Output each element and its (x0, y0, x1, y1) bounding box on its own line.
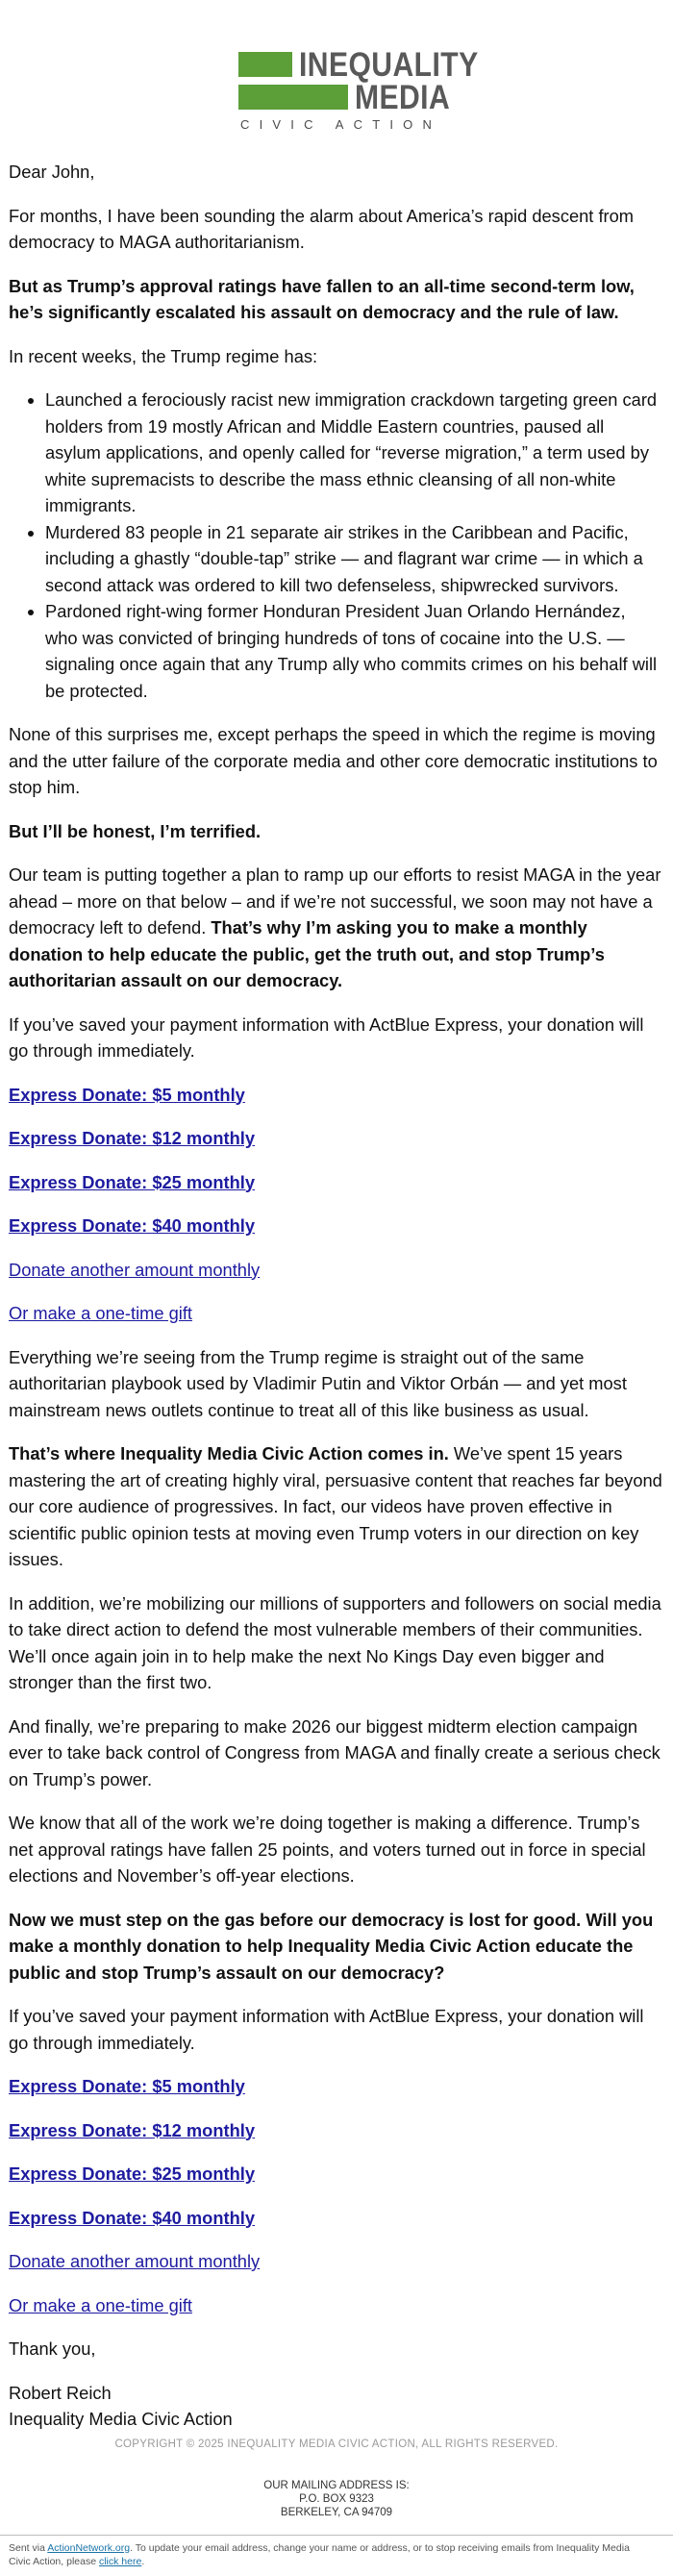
express-donate-12-link[interactable]: Express Donate: $12 monthly (9, 1128, 256, 1148)
signature-name: Robert Reich (9, 2382, 112, 2403)
express-donate-40-link-2[interactable]: Express Donate: $40 monthly (9, 2207, 256, 2228)
team-plan-text: Our team is putting together a plan to ramp up our efforts to resist MAGA in the year ahead – more on that below – and if we’re not successful, we soon may not have a democracy left to defend. (9, 864, 661, 938)
actblue-note-2: If you’ve saved your payment information with ActBlue Express, your donation will go through immediately. (9, 2006, 644, 2053)
email-body (9, 159, 662, 2433)
action-network-link[interactable]: ActionNetwork.org (47, 2542, 131, 2554)
express-donate-5-link[interactable]: Express Donate: $5 monthly (9, 1084, 245, 1105)
regime-actions-list (9, 387, 662, 704)
thank-you: Thank you, (9, 2338, 96, 2359)
none-surprises-paragraph: None of this surprises me, except perhaps the speed in which the regime is moving and the utter failure of the corporate media and other core democratic institutions to stop him. (9, 724, 658, 797)
intro-paragraph: For months, I have been sounding the alarm about America’s rapid descent from democracy to MAGA authoritarianism. (9, 205, 635, 252)
where-we-come-in-paragraph (9, 1440, 662, 1573)
approval-paragraph: But as Trump’s approval ratings have fallen to an all-time second-term low, he’s significantly escalated his assault on democracy and the rule of law. (9, 275, 635, 322)
update-email-text: . To update your email address, change your name or address, or to stop receiving emails from Inequality Media Civic Action, please (9, 2542, 630, 2567)
playbook-paragraph: Everything we’re seeing from the Trump regime is straight out of the same authoritarian playbook used by Vladimir Putin and Viktor Orbán — and yet most mainstream news outlets continue to treat all of this like business as usual. (9, 1346, 627, 1420)
signature (9, 2380, 662, 2433)
express-donate-12-link-2[interactable]: Express Donate: $12 monthly (9, 2119, 256, 2140)
greeting: Dear John, (9, 162, 95, 182)
logo-subtitle: CIVIC ACTION (240, 117, 442, 132)
list-item: • Murdered 83 people in 21 separate air strikes in the Caribbean and Pacific, including a ghastly “double-tap” strike — and flagrant war crime — in which a second attack was ordered to kill two defenseless, shipwrecked survivors. (45, 519, 662, 599)
click-here-link[interactable]: click here (98, 2556, 142, 2567)
express-donate-25-link[interactable]: Express Donate: $25 monthly (9, 1171, 256, 1192)
footer-copyright: COPYRIGHT © 2025 INEQUALITY MEDIA CIVIC ACTION, ALL RIGHTS RESERVED. (114, 2438, 559, 2450)
difference-paragraph: We know that all of the work we’re doing together is making a difference. Trump’s net approval ratings have fallen 25 points, and voters turned out in force in special elections and November’s off-year elections. (9, 1813, 646, 1886)
footer-divider (0, 2535, 673, 2536)
where-we-come-in-lead: That’s where Inequality Media Civic Action comes in. (9, 1443, 449, 1463)
donate-another-amount-link[interactable]: Donate another amount monthly (9, 1259, 261, 1280)
logo-bar-bottom (238, 85, 348, 110)
express-donate-25-link-2[interactable]: Express Donate: $25 monthly (9, 2163, 256, 2184)
mailing-label: OUR MAILING ADDRESS IS: (263, 2480, 410, 2491)
one-time-gift-link[interactable]: Or make a one-time gift (9, 1303, 193, 1323)
sent-via-text: Sent via (9, 2542, 48, 2554)
note-end: . (141, 2556, 145, 2567)
express-donate-5-link-2[interactable]: Express Donate: $5 monthly (9, 2076, 245, 2096)
logo-bar-top (238, 52, 292, 77)
actblue-note: If you’ve saved your payment information with ActBlue Express, your donation will go through immediately. (9, 1013, 644, 1061)
recent-weeks-paragraph: In recent weeks, the Trump regime has: (9, 345, 318, 366)
mailing-po-box: P.O. BOX 9323 (299, 2493, 374, 2505)
one-time-gift-link-2[interactable]: Or make a one-time gift (9, 2294, 193, 2315)
team-plan-ask: That’s why I’m asking you to make a monthly donation to help educate the public, get the truth out, and stop Trump’s authoritarian assault on our democracy. (9, 917, 605, 990)
footer-mailing-address (0, 2479, 673, 2519)
terrified-paragraph: But I’ll be honest, I’m terrified. (9, 820, 262, 841)
where-we-come-in-text: We’ve spent 15 years mastering the art of creating highly viral, persuasive content that reaches far beyond our core audience of progressives. In fact, our videos have proven effective in scientific public opinion tests at moving even Trump voters in our direction on key issues. (9, 1443, 662, 1569)
express-donate-40-link[interactable]: Express Donate: $40 monthly (9, 1215, 256, 1236)
team-plan-paragraph (9, 862, 662, 994)
signature-org: Inequality Media Civic Action (9, 2409, 233, 2429)
midterm-paragraph: And finally, we’re preparing to make 2026 our biggest midterm election campaign ever to take back control of Congress from MAGA and finally create a serious check on Trump’s power. (9, 1715, 661, 1789)
logo-word-media: MEDIA (355, 79, 451, 116)
mobilizing-paragraph: In addition, we’re mobilizing our millions of supporters and followers on social media to take direct action to defend the most vulnerable members of their communities. We’ll once again join in to help make the next No Kings Day even bigger and stronger than the first two. (9, 1592, 661, 1692)
step-on-gas-paragraph: Now we must step on the gas before our democracy is lost for good. Will you make a monthly donation to help Inequality Media Civic Action educate the public and stop Trump’s assault on our democracy? (9, 1909, 654, 1983)
donate-another-amount-link-2[interactable]: Donate another amount monthly (9, 2251, 261, 2271)
mailing-city: BERKELEY, CA 94709 (280, 2507, 393, 2518)
footer-unsubscribe-note (9, 2541, 643, 2568)
list-item: • Launched a ferociously racist new immigration crackdown targeting green card holders from 19 mostly African and Middle Eastern countries, paused all asylum applications, and openly called for “reverse migration,” a term used by white supremacists to describe the mass ethnic cleansing of all non-white immigrants. (45, 387, 662, 519)
list-item: • Pardoned right-wing former Honduran President Juan Orlando Hernández, who was convicted of bringing hundreds of tons of cocaine into the U.S. — signaling once again that any Trump ally who commits crimes on his behalf will be protected. (45, 598, 662, 704)
logo-word-inequality: INEQUALITY (299, 46, 479, 84)
